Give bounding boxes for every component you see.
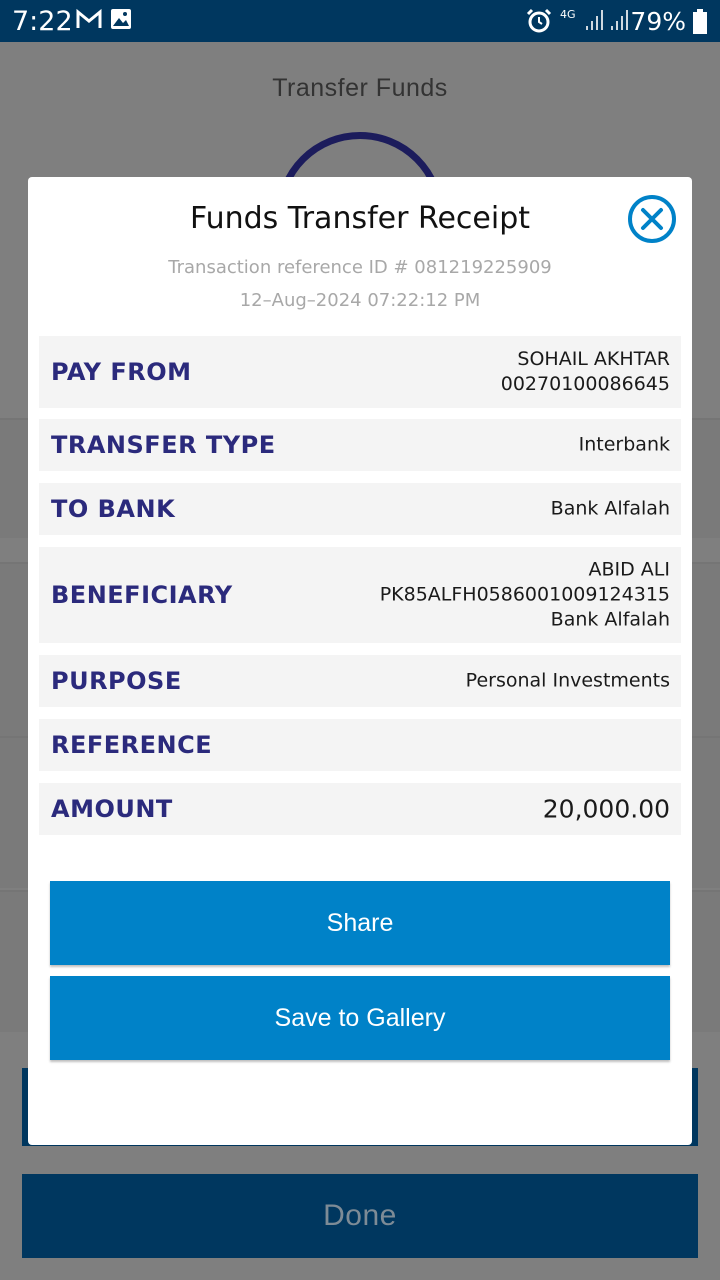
close-button[interactable] (628, 195, 676, 243)
share-button[interactable]: Share (50, 881, 670, 965)
pay-from-account: 00270100086645 (500, 373, 670, 395)
transaction-reference: Transaction reference ID # 081219225909 (168, 257, 552, 278)
image-icon (110, 8, 132, 35)
row-value (380, 558, 670, 633)
transaction-datetime: 12–Aug–2024 07:22:12 PM (239, 290, 481, 311)
purpose-value: Personal Investments (465, 669, 670, 692)
row-label: AMOUNT (51, 795, 173, 823)
battery-percent: 79% (630, 7, 686, 36)
signal-icon (584, 8, 632, 37)
save-to-gallery-button[interactable]: Save to Gallery (50, 976, 670, 1060)
row-label: PURPOSE (51, 667, 182, 695)
done-button[interactable]: Done (22, 1174, 698, 1258)
row-beneficiary (39, 547, 681, 643)
pay-from-name: SOHAIL AKHTAR (517, 348, 670, 370)
row-label: TRANSFER TYPE (51, 431, 276, 459)
row-reference (39, 719, 681, 771)
row-amount (39, 783, 681, 835)
row-label: TO BANK (51, 495, 176, 523)
close-icon (640, 207, 664, 231)
status-time: 7:22 (12, 6, 73, 37)
beneficiary-iban: PK85ALFH0586001009124315 (379, 583, 670, 606)
beneficiary-name: ABID ALI (588, 558, 670, 581)
page-title: Transfer Funds (272, 74, 448, 102)
receipt-dialog (28, 177, 692, 1145)
alarm-icon (526, 8, 552, 39)
row-value (501, 347, 670, 397)
beneficiary-bank: Bank Alfalah (550, 608, 670, 631)
to-bank-value: Bank Alfalah (550, 497, 670, 520)
row-to-bank (39, 483, 681, 535)
gmail-icon (76, 8, 102, 37)
dialog-title: Funds Transfer Receipt (189, 201, 531, 236)
row-purpose (39, 655, 681, 707)
row-pay-from (39, 336, 681, 408)
row-label: REFERENCE (51, 731, 213, 759)
row-label: PAY FROM (51, 358, 192, 386)
transfer-type-value: Interbank (578, 433, 670, 456)
battery-icon (692, 9, 708, 40)
status-bar (0, 0, 720, 42)
amount-value: 20,000.00 (542, 794, 670, 824)
row-label: BENEFICIARY (51, 581, 233, 609)
network-type: 4G (560, 8, 576, 21)
row-transfer-type (39, 419, 681, 471)
